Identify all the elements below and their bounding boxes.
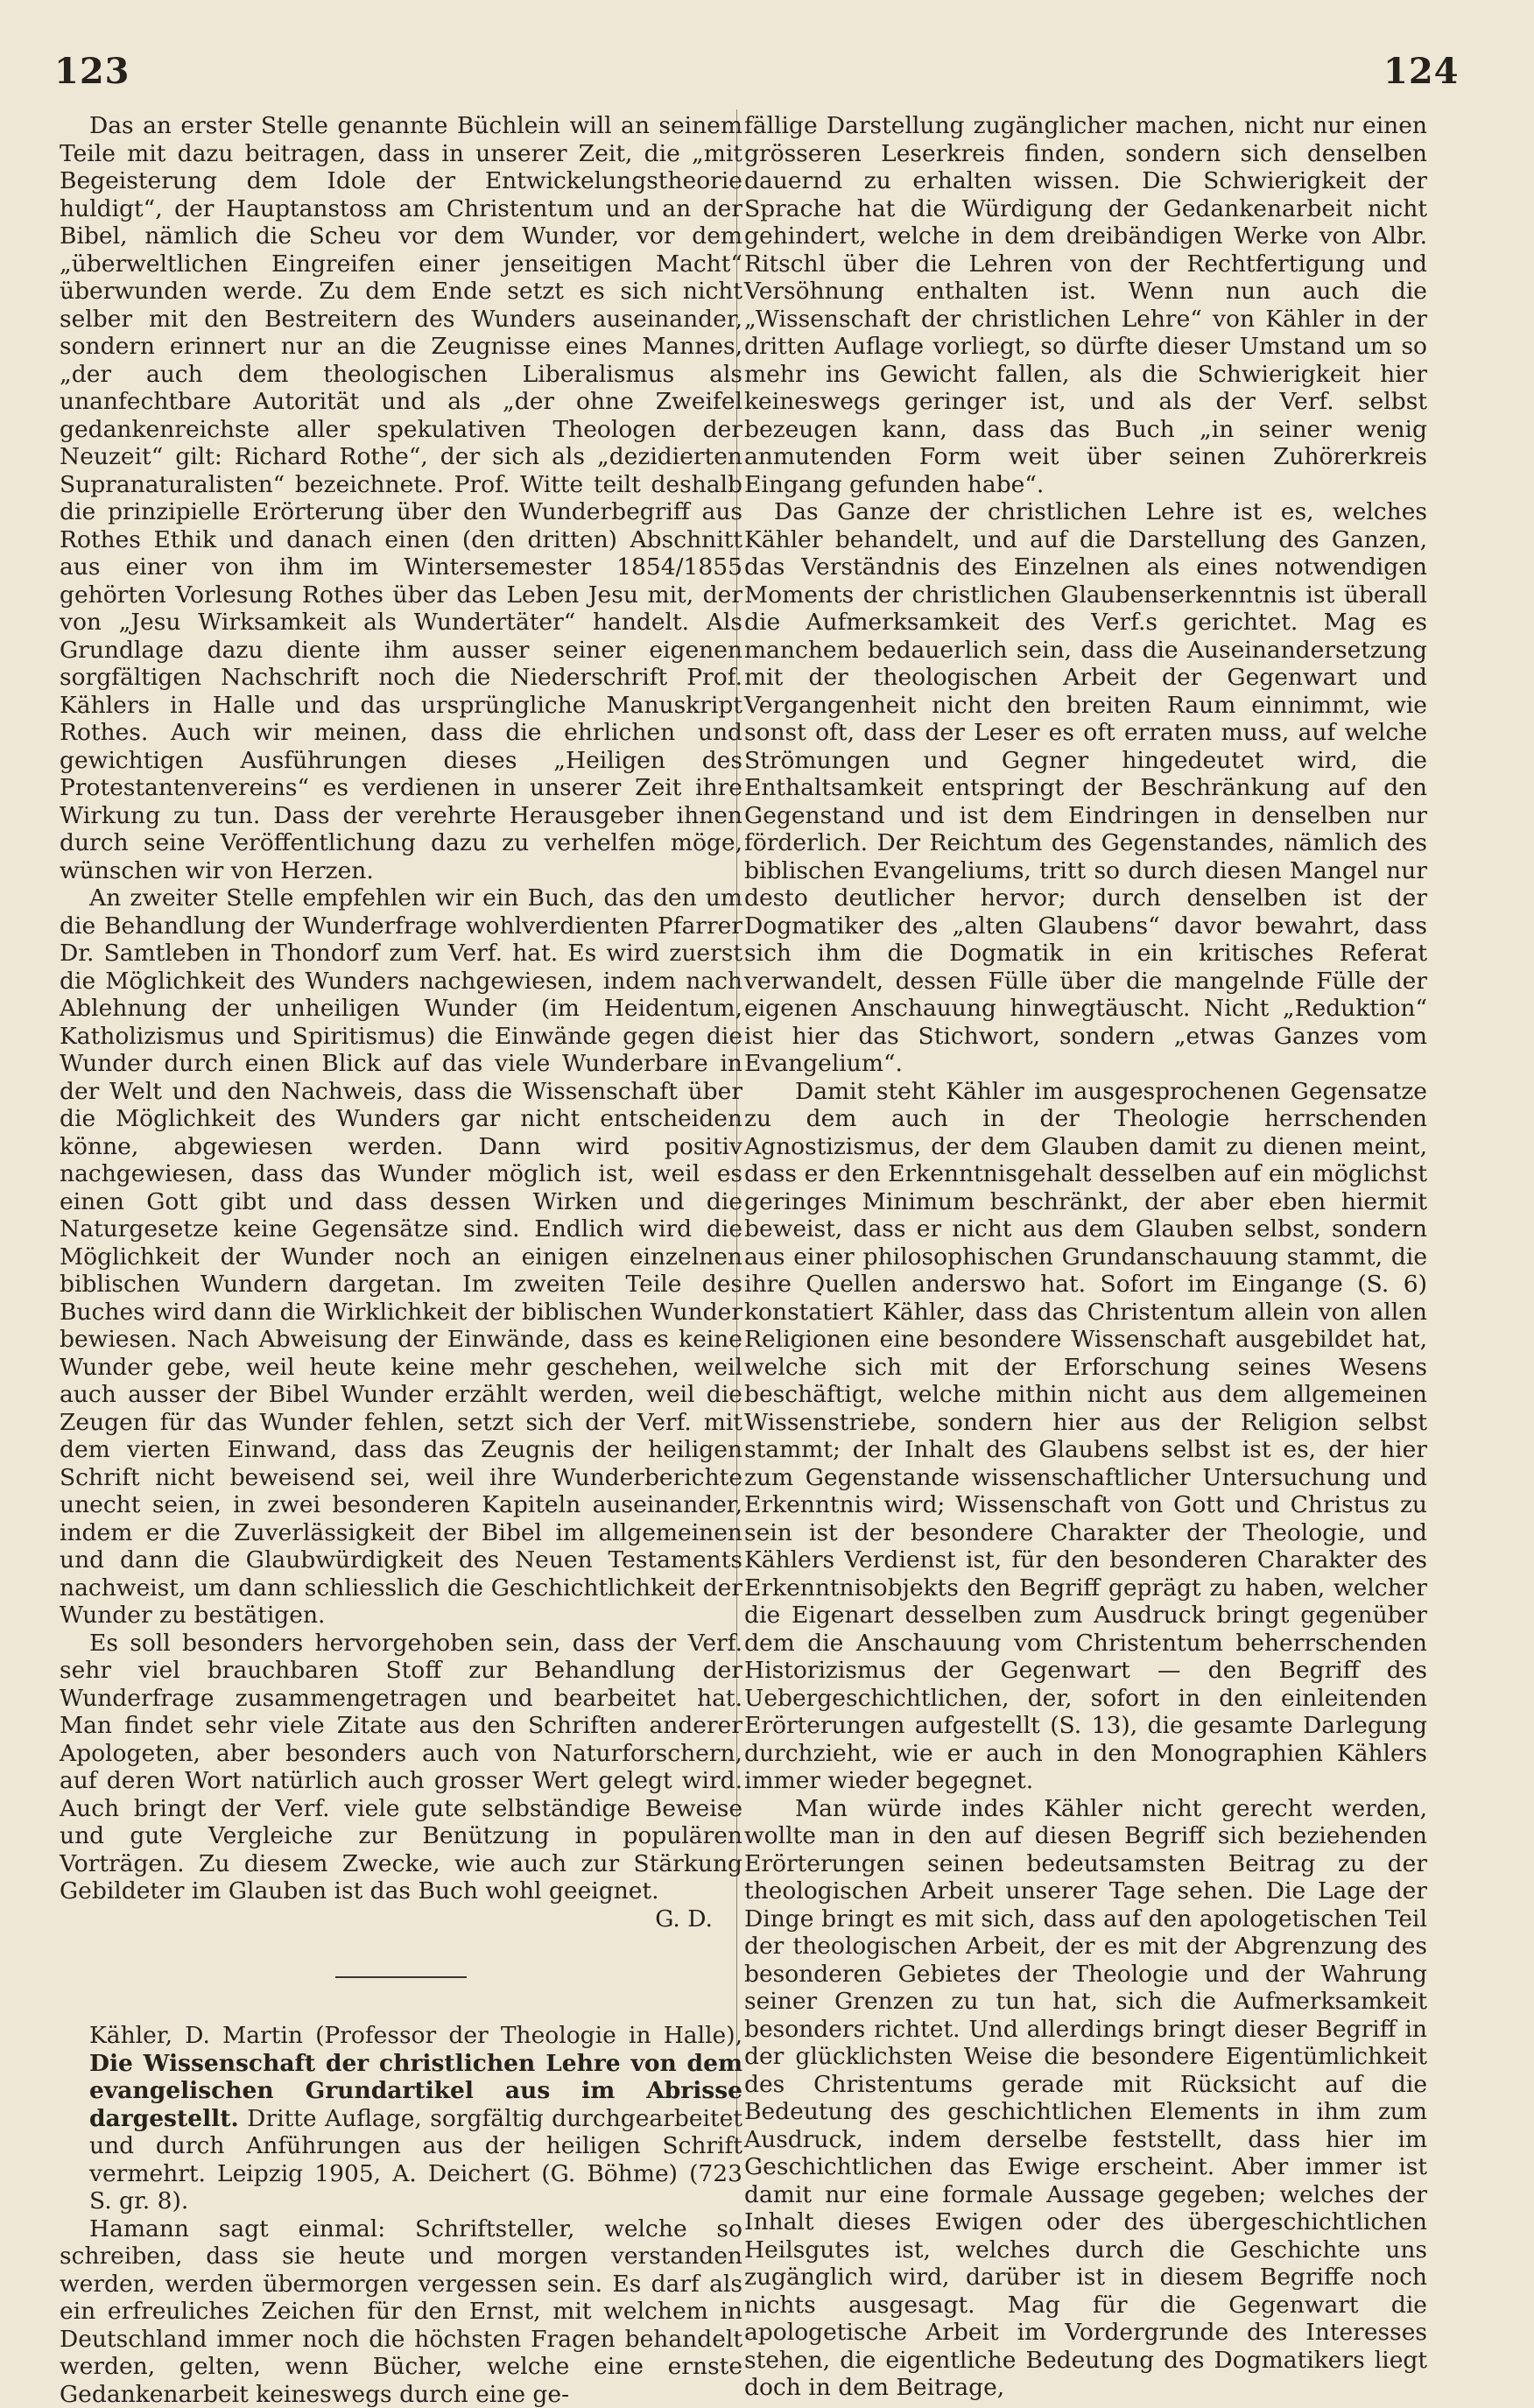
right-column [744, 112, 1427, 2402]
left-column [60, 112, 742, 2408]
left-paragraph-3: Es soll besonders hervorgehoben sein, dass der Verf. sehr viel brauchbaren Stoff zur Behandlung der Wunderfrage zusammengetragen und bearbeitet hat. Man findet sehr viele Zitate aus den Schriften anderer Apologeten, aber besonders auch von Naturforschern, auf deren Wort natürlich auch grosser Wert gelegt wird. Auch bringt der Verf. viele gute selbständige Beweise und gute Vergleiche zur Benützung in populären Vorträgen. Zu diesem Zwecke, wie auch zur Stärkung Gebildeter im Glauben ist das Buch wohl geeignet. [60, 1630, 742, 1905]
right-paragraph-4: Man würde indes Kähler nicht gerecht werden, wollte man in den auf diesen Begriff sich beziehenden Erörterungen seinen bedeutsamsten Beitrag zu der theologischen Arbeit unserer Tage sehen. Die Lage der Dinge bringt es mit sich, dass auf den apologetischen Teil der theologischen Arbeit, der es mit der Abgrenzung des besonderen Gebietes der Theologie und der Wahrung seiner Grenzen zu tun hat, sich die Aufmerksamkeit besonders richtet. Und allerdings bringt dieser Begriff in der glücklichsten Weise die besondere Eigentümlichkeit des Christentums gerade mit Rücksicht auf die Bedeutung des geschichtlichen Elements in ihm zum Ausdruck, indem derselbe feststellt, dass hier im Geschichtlichen das Ewige erscheint. Aber immer ist damit nur eine formale Aussage gegeben; welches der Inhalt dieses Ewigen oder des übergeschichtlichen Heilsgutes ist, welches durch die Geschichte uns zugänglich wird, darüber ist in diesem Begriffe noch nichts ausgesagt. Mag für die Gegenwart die apologetische Arbeit im Vordergrunde des Interesses stehen, die eigentliche Bedeutung des Dogmatikers liegt doch in dem Beitrage, [744, 1795, 1427, 2402]
left-paragraph-2: An zweiter Stelle empfehlen wir ein Buch, das den um die Behandlung der Wunderfrage wohlverdienten Pfarrer Dr. Samtleben in Thondorf zum Verf. hat. Es wird zuerst die Möglichkeit des Wunders nachgewiesen, indem nach Ablehnung der unheiligen Wunder (im Heidentum, Katholizismus und Spiritismus) die Einwände gegen die Wunder durch einen Blick auf das viele Wunderbare in der Welt und den Nachweis, dass die Wissenschaft über die Möglichkeit des Wunders gar nicht entscheiden könne, abgewiesen werden. Dann wird positiv nachgewiesen, dass das Wunder möglich ist, weil es einen Gott gibt und dass dessen Wirken und die Naturgesetze keine Gegensätze sind. Endlich wird die Möglichkeit der Wunder noch an einigen einzelnen biblischen Wundern dargetan. Im zweiten Teile des Buches wird dann die Wirklichkeit der biblischen Wunder bewiesen. Nach Abweisung der Einwände, dass es keine Wunder gebe, weil heute keine mehr geschehen, weil auch ausser der Bibel Wunder erzählt werden, weil die Zeugen für das Wunder fehlen, setzt sich der Verf. mit dem vierten Einwand, dass das Zeugnis der heiligen Schrift nicht beweisend sei, weil ihre Wunderberichte unecht seien, in zwei besonderen Kapiteln auseinander, indem er die Zuverlässigkeit der Bibel im allgemeinen und dann die Glaubwürdigkeit des Neuen Testaments nachweist, um dann schliesslich die Geschichtlichkeit der Wunder zu bestätigen. [60, 884, 742, 1630]
review-book-title: Die Wissenschaft der christlichen Lehre von dem evangelischen Grundartikel aus im Abrisse dargestellt. [89, 2050, 742, 2132]
right-paragraph-3: Damit steht Kähler im ausgesprochenen Gegensatze zu dem auch in der Theologie herrschenden Agnostizismus, der dem Glauben damit zu dienen meint, dass er den Erkenntnisgehalt desselben auf ein möglichst geringes Minimum beschränkt, der aber eben hiermit beweist, dass er nicht aus dem Glauben selbst, sondern aus einer philosophischen Grundanschauung stammt, die ihre Quellen anderswo hat. Sofort im Eingange (S. 6) konstatiert Kähler, dass das Christentum allein von allen Religionen eine besondere Wissenschaft ausgebildet hat, welche sich mit der Erforschung seines Wesens beschäftigt, welche mithin nicht aus dem allgemeinen Wissenstriebe, sondern hier aus der Religion selbst stammt; der Inhalt des Glaubens selbst ist es, der hier zum Gegenstande wissenschaftlicher Untersuchung und Erkenntnis wird; Wissenschaft von Gott und Christus zu sein ist der besondere Charakter der Theologie, und Kählers Verdienst ist, für den besonderen Charakter des Erkenntnisobjekts den Begriff geprägt zu haben, welcher die Eigenart desselben zum Ausdruck bringt gegenüber dem die Anschauung vom Christentum beherrschenden Historizismus der Gegenwart — den Begriff des Uebergeschichtlichen, der, sofort in den einleitenden Erörterungen aufgestellt (S. 13), die gesamte Darlegung durchzieht, wie er auch in den Monographien Kählers immer wieder begegnet. [744, 1078, 1427, 1795]
review-author: Kähler, D. Martin [89, 2022, 303, 2049]
review-book-details: Dritte Auflage, sorgfältig durchgearbeitet und durch Anführungen aus der heiligen Schrift vermehrt. Leipzig 1905, A. Deichert (G. Böhme) (723 S. gr. 8). [89, 2105, 742, 2215]
left-paragraph-1: Das an erster Stelle genannte Büchlein will an seinem Teile mit dazu beitragen, dass in unserer Zeit, die „mit Begeisterung dem Idole der Entwickelungstheorie huldigt“, der Hauptanstoss am Christentum und an der Bibel, nämlich die Scheu vor dem Wunder, vor dem „überweltlichen Eingreifen einer jenseitigen Macht“ überwunden werde. Zu dem Ende setzt es sich nicht selber mit den Bestreitern des Wunders auseinander, sondern erinnert nur an die Zeugnisse eines Mannes, „der auch dem theologischen Liberalismus als unanfechtbare Autorität und als „der ohne Zweifel gedankenreichste aller spekulativen Theologen der Neuzeit“ gilt: Richard Rothe“, der sich als „dezidierten Supranaturalisten“ bezeichnete. Prof. Witte teilt deshalb die prinzipielle Erörterung über den Wunderbegriff aus Rothes Ethik und danach einen (den dritten) Abschnitt aus einer von ihm im Wintersemester 1854/1855 gehörten Vorlesung Rothes über das Leben Jesu mit, der von „Jesu Wirksamkeit als Wundertäter“ handelt. Als Grundlage dazu diente ihm ausser seiner eigenen sorgfältigen Nachschrift noch die Niederschrift Prof. Kählers in Halle und das ursprüngliche Manuskript Rothes. Auch wir meinen, dass die ehrlichen und gewichtigen Ausführungen dieses „Heiligen des Protestantenvereins“ es verdienen in unserer Zeit ihre Wirkung zu tun. Dass der verehrte Herausgeber ihnen durch seine Veröffentlichung dazu zu verhelfen möge, wünschen wir von Herzen. [60, 112, 742, 884]
review-affiliation: (Professor der Theologie in Halle), [303, 2022, 742, 2049]
left-paragraph-4: Hamann sagt einmal: Schriftsteller, welche so schreiben, dass sie heute und morgen verstanden werden, werden übermorgen vergessen sein. Es darf als ein erfreuliches Zeichen für den Ernst, mit welchem in Deutschland immer noch die höchsten Fragen behandelt werden, gelten, wenn Bücher, welche eine ernste Gedankenarbeit keineswegs durch eine ge- [60, 2215, 742, 2408]
review-heading [60, 2022, 742, 2215]
page-number-left: 123 [54, 51, 130, 92]
page-number-right: 124 [1383, 51, 1460, 92]
review-signature: G. D. [60, 1905, 742, 1933]
right-paragraph-2: Das Ganze der christlichen Lehre ist es, welches Kähler behandelt, und auf die Darstellung des Ganzen, das Verständnis des Einzelnen als eines notwendigen Moments der christlichen Glaubenserkenntnis ist überall die Aufmerksamkeit des Verf.s gerichtet. Mag es manchem bedauerlich sein, dass die Auseinandersetzung mit der theologischen Arbeit der Gegenwart und Vergangenheit nicht den breiten Raum einnimmt, wie sonst oft, dass der Leser es oft erraten muss, auf welche Strömungen und Gegner hingedeutet wird, die Enthaltsamkeit entspringt der Beschränkung auf den Gegenstand und ist dem Eindringen in denselben nur förderlich. Der Reichtum des Gegenstandes, nämlich des biblischen Evangeliums, tritt so durch diesen Mangel nur desto deutlicher hervor; durch denselben ist der Dogmatiker des „alten Glaubens“ davor bewahrt, dass sich ihm die Dogmatik in ein kritisches Referat verwandelt, dessen Fülle über die mangelnde Fülle der eigenen Anschauung hinwegtäuscht. Nicht „Reduktion“ ist hier das Stichwort, sondern „etwas Ganzes vom Evangelium“. [744, 498, 1427, 1078]
section-separator-rule [335, 1976, 467, 1978]
right-paragraph-1: fällige Darstellung zugänglicher machen, nicht nur einen grösseren Leserkreis finden, sondern sich denselben dauernd zu erhalten wissen. Die Schwierigkeit der Sprache hat die Würdigung der Gedankenarbeit nicht gehindert, welche in dem dreibändigen Werke von Albr. Ritschl über die Lehren von der Rechtfertigung und Versöhnung enthalten ist. Wenn nun auch die „Wissenschaft der christlichen Lehre“ von Kähler in der dritten Auflage vorliegt, so dürfte dieser Umstand um so mehr ins Gewicht fallen, als die Schwierigkeit hier keineswegs geringer ist, und als der Verf. selbst bezeugen kann, dass das Buch „in seiner wenig anmutenden Form weit über seinen Zuhörerkreis Eingang gefunden habe“. [744, 112, 1427, 498]
